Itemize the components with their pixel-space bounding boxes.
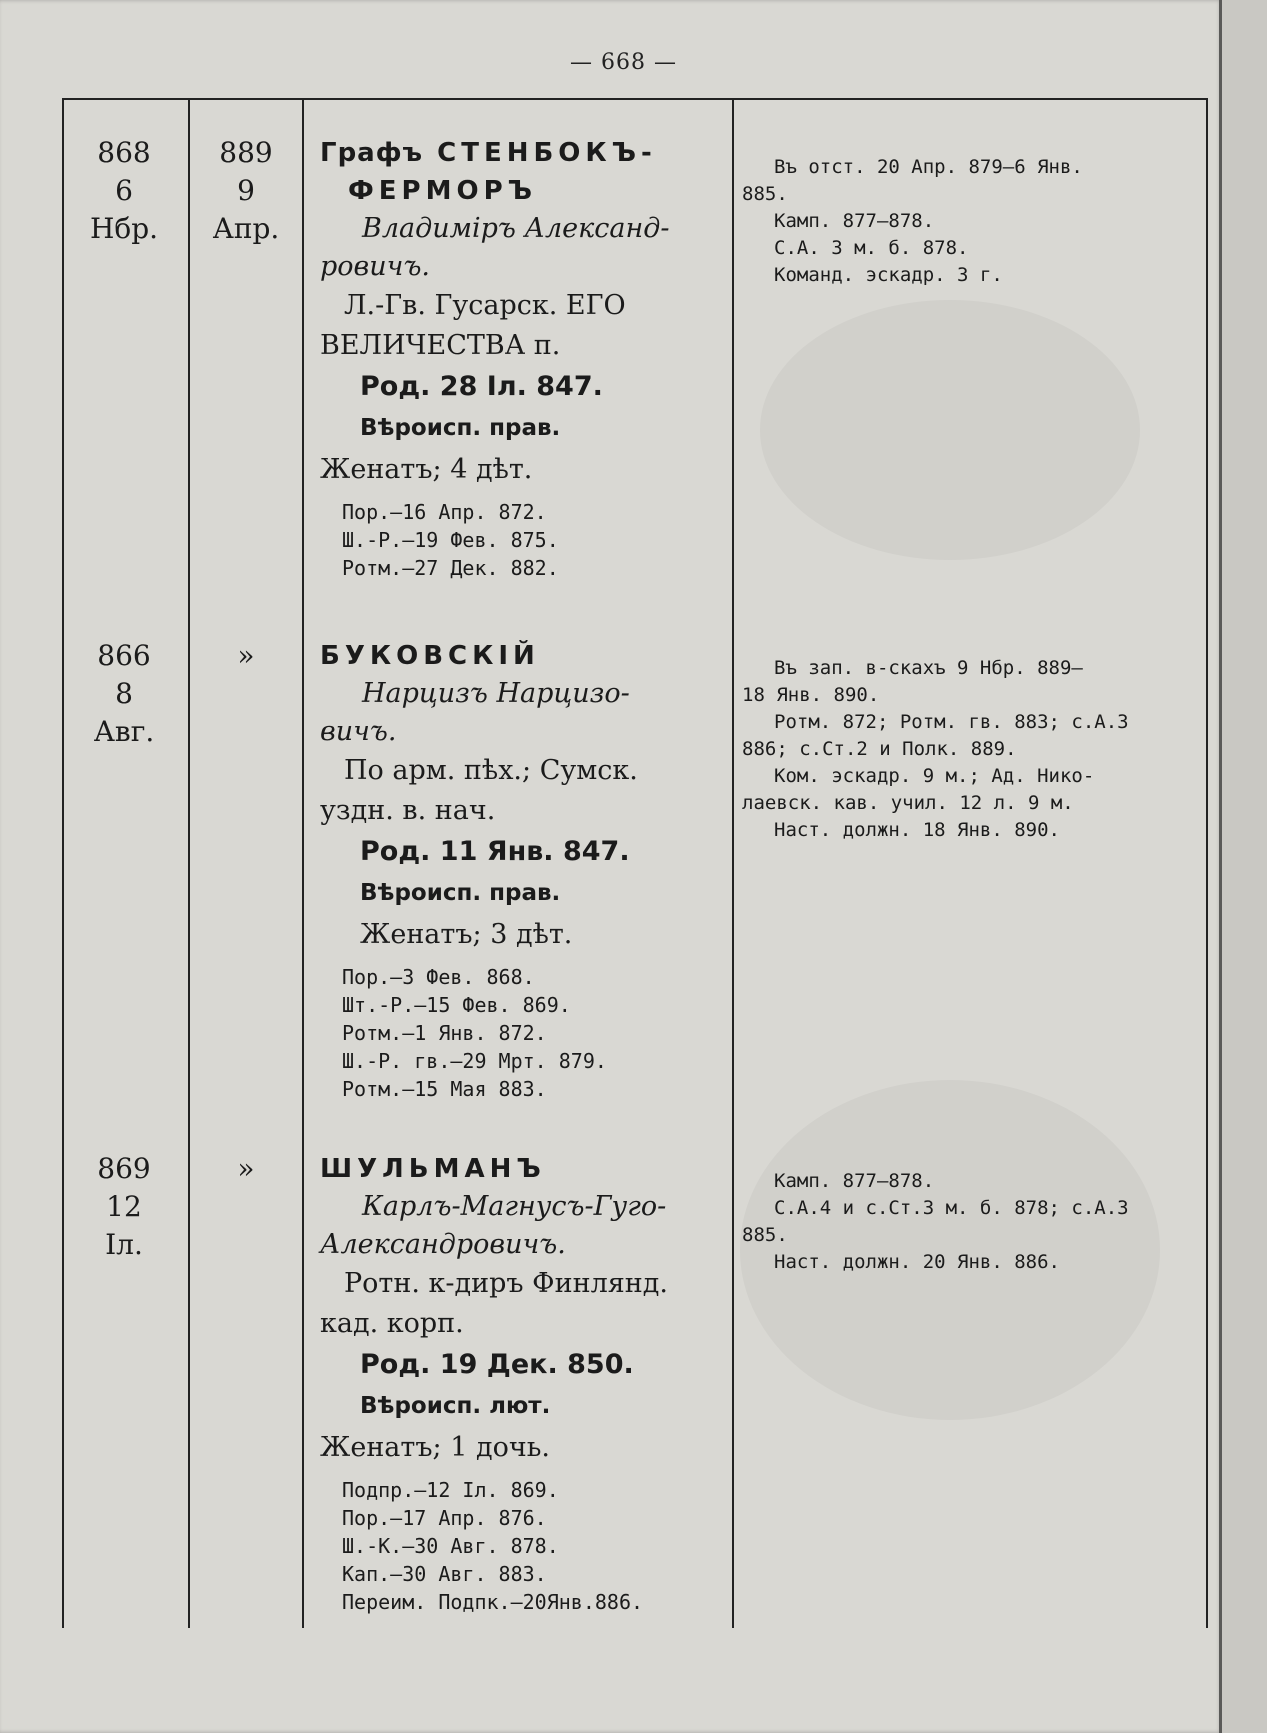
unit-line: уздн. в. нач. xyxy=(320,795,496,826)
rank-date-column xyxy=(190,637,302,675)
family-status: Женатъ; 3 дѣт. xyxy=(360,919,573,950)
note-line: Камп. 877—878. xyxy=(774,210,935,232)
rank-item: Пор.—16 Апр. 872. xyxy=(342,500,547,524)
given-name-cont: Александровичъ. xyxy=(320,1229,566,1260)
note-line: Наст. должн. 18 Янв. 890. xyxy=(774,819,1060,841)
rank-history xyxy=(320,1476,725,1616)
religion: Вѣроисп. прав. xyxy=(360,880,561,906)
note-line: 886; с.Ст.2 и Полк. 889. xyxy=(742,738,1017,760)
religion: Вѣроисп. лют. xyxy=(360,1393,551,1419)
seniority-day: 8 xyxy=(115,677,133,710)
seniority-day: 12 xyxy=(106,1190,142,1223)
unit-line: кад. корп. xyxy=(320,1308,464,1339)
given-name-cont: ровичъ. xyxy=(320,251,431,282)
rank-item: Подпр.—12 Іл. 869. xyxy=(342,1478,559,1502)
seniority-month: Авг. xyxy=(93,715,155,748)
seniority-day: 6 xyxy=(115,174,133,207)
column-rule-3 xyxy=(732,98,734,1628)
unit-line: ВЕЛИЧЕСТВА п. xyxy=(320,330,561,361)
given-name: Карлъ-Магнусъ-Гуго- xyxy=(362,1191,667,1222)
note-line: С.А.4 и с.Ст.3 м. б. 878; с.А.3 xyxy=(774,1197,1129,1219)
note-line: 18 Янв. 890. xyxy=(742,684,880,706)
service-notes xyxy=(742,1168,1204,1276)
birth-date: Род. 11 Янв. 847. xyxy=(360,836,630,867)
rank-date-column xyxy=(190,1150,302,1188)
rank-item: Ш.-Р.—19 Фев. 875. xyxy=(342,528,559,552)
rank-item: Ротм.—1 Янв. 872. xyxy=(342,1021,547,1045)
note-line: Ротм. 872; Ротм. гв. 883; с.А.3 xyxy=(774,711,1129,733)
ditto-mark: » xyxy=(237,639,255,672)
surname-line xyxy=(320,134,725,172)
rank-item: Пор.—17 Апр. 876. xyxy=(342,1506,547,1530)
title-prefix: Графъ xyxy=(320,138,424,168)
note-line: 885. xyxy=(742,183,788,205)
rank-item: Ротм.—15 Мая 883. xyxy=(342,1077,547,1101)
column-rule-right xyxy=(1206,98,1208,1628)
seniority-number: 866 xyxy=(97,639,151,672)
seniority-number: 868 xyxy=(97,136,151,169)
seniority-month: Нбр. xyxy=(89,212,159,245)
birth-date: Род. 28 Іл. 847. xyxy=(360,371,603,402)
column-rule-1 xyxy=(188,98,190,1628)
given-name: Владиміръ Александ- xyxy=(362,213,670,244)
column-rule-left xyxy=(62,98,64,1628)
column-rule-2 xyxy=(302,98,304,1628)
unit-line: Л.-Гв. Гусарск. ЕГО xyxy=(344,290,626,321)
officer-details xyxy=(320,134,725,582)
rank-date-column xyxy=(190,134,302,248)
service-notes xyxy=(742,154,1204,289)
next-page-edge xyxy=(1219,0,1267,1733)
rank-item: Ш.-Р. гв.—29 Мрт. 879. xyxy=(342,1049,607,1073)
birth-date: Род. 19 Дек. 850. xyxy=(360,1349,634,1380)
seniority-column xyxy=(64,134,184,248)
rank-item: Переим. Подпк.—20Янв.886. xyxy=(342,1590,644,1614)
rank-history xyxy=(320,963,725,1103)
rank-year: 889 xyxy=(219,136,273,169)
rank-item: Кап.—30 Авг. 883. xyxy=(342,1562,547,1586)
surname: БУКОВСКІЙ xyxy=(320,641,540,671)
rank-item: Ротм.—27 Дек. 882. xyxy=(342,556,559,580)
family-status: Женатъ; 4 дѣт. xyxy=(320,454,533,485)
surname: СТЕНБОКЪ- xyxy=(437,138,657,168)
unit xyxy=(320,1264,725,1344)
officer-details xyxy=(320,1150,725,1616)
note-line: 885. xyxy=(742,1224,788,1246)
note-line: Команд. эскадр. 3 г. xyxy=(774,264,1003,286)
seniority-column xyxy=(64,1150,184,1264)
rank-item: Шт.-Р.—15 Фев. 869. xyxy=(342,993,571,1017)
rank-history xyxy=(320,498,725,582)
unit-line: По арм. пѣх.; Сумск. xyxy=(344,755,638,786)
note-line: С.А. 3 м. б. 878. xyxy=(774,237,969,259)
surname-cont: ФЕРМОРЪ xyxy=(348,176,538,206)
note-line: Камп. 877—878. xyxy=(774,1170,935,1192)
unit xyxy=(320,286,725,366)
unit-line: Ротн. к-диръ Финлянд. xyxy=(344,1268,668,1299)
given-name: Нарцизъ Нарцизо- xyxy=(362,678,630,709)
seniority-number: 869 xyxy=(97,1152,151,1185)
surname: ШУЛЬМАНЪ xyxy=(320,1154,546,1184)
note-line: лаевск. кав. учил. 12 л. 9 м. xyxy=(742,792,1074,814)
unit xyxy=(320,751,725,831)
rank-day: 9 xyxy=(237,174,255,207)
religion: Вѣроисп. прав. xyxy=(360,415,561,441)
family-status: Женатъ; 1 дочь. xyxy=(320,1432,550,1463)
rank-month: Апр. xyxy=(212,212,280,245)
page-number: — 668 — xyxy=(570,50,677,75)
note-line: Въ отст. 20 Апр. 879—6 Янв. xyxy=(774,156,1083,178)
note-line: Ком. эскадр. 9 м.; Ад. Нико- xyxy=(774,765,1095,787)
seniority-month: Іл. xyxy=(105,1228,143,1261)
given-name-cont: вичъ. xyxy=(320,716,397,747)
ditto-mark: » xyxy=(237,1152,255,1185)
note-line: Наст. должн. 20 Янв. 886. xyxy=(774,1251,1060,1273)
rank-item: Ш.-К.—30 Авг. 878. xyxy=(342,1534,559,1558)
service-notes xyxy=(742,655,1204,844)
rank-item: Пор.—3 Фев. 868. xyxy=(342,965,535,989)
officer-details xyxy=(320,637,725,1103)
seniority-column xyxy=(64,637,184,751)
note-line: Въ зап. в-скахъ 9 Нбр. 889— xyxy=(774,657,1083,679)
